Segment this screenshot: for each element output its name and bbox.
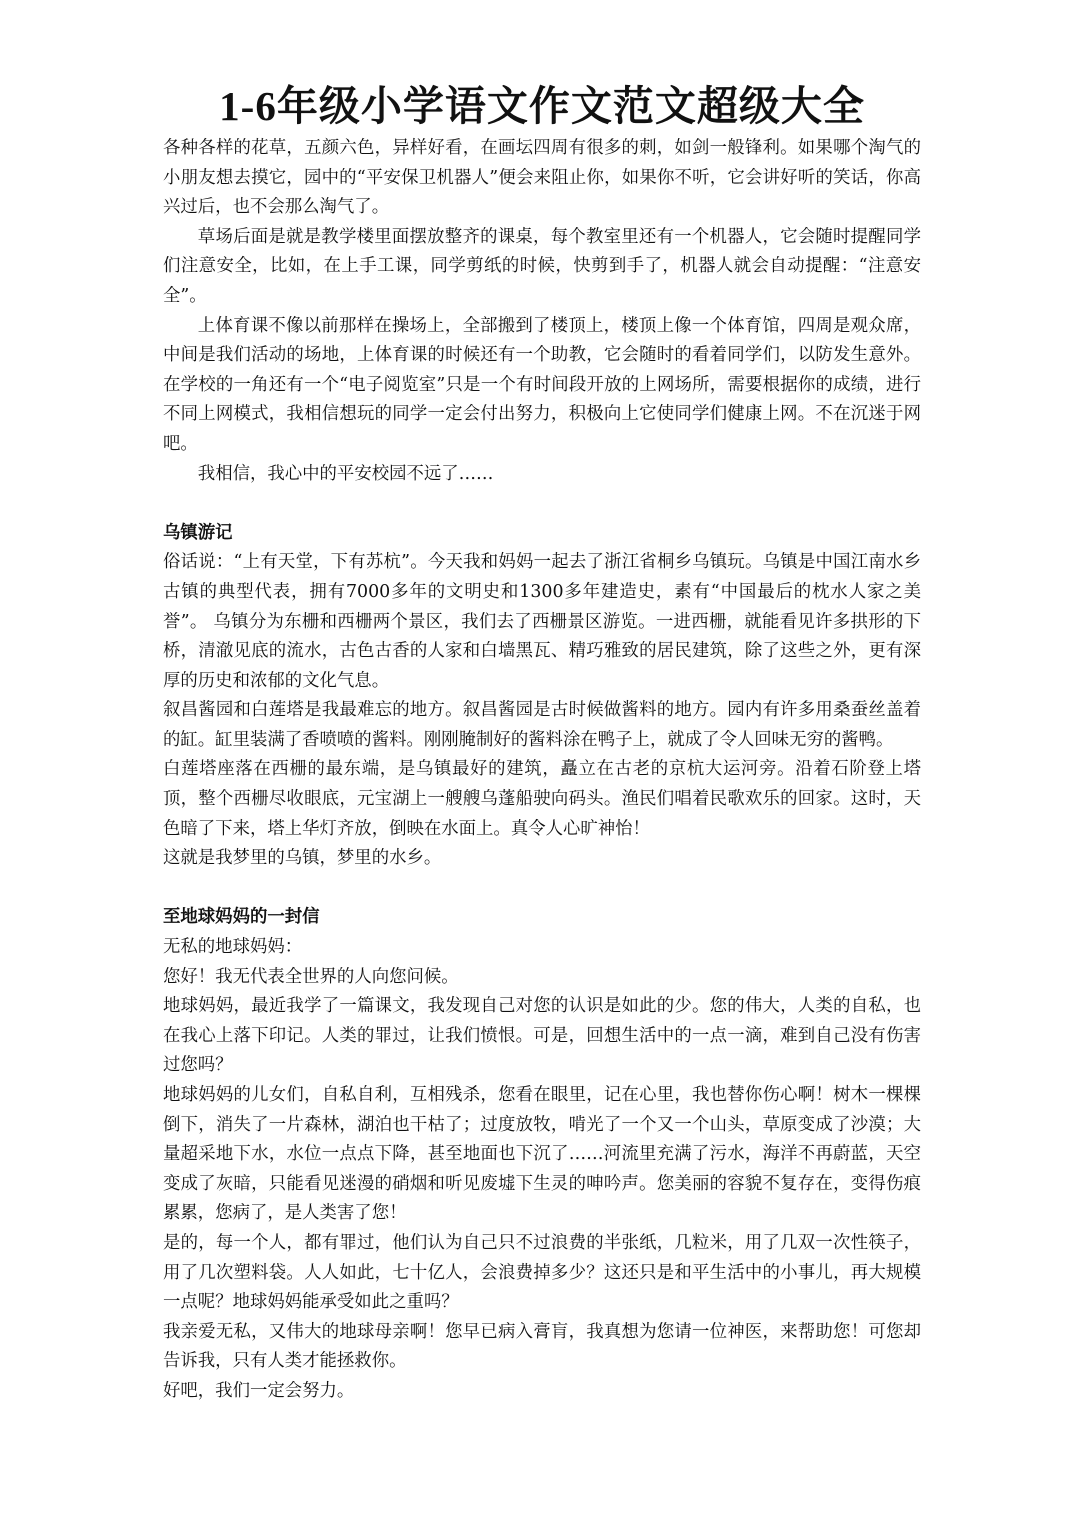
document-page [163,78,921,1407]
paragraph: 好吧，我们一定会努力。 [163,1380,355,1401]
section-wuzhen [163,519,921,874]
paragraph: 我亲爱无私，又伟大的地球母亲啊！您早已病入膏肓，我真想为您请一位神医，来帮助您！可您却告诉我，只有人类才能拯救你。 [163,1321,921,1372]
paragraph: 我相信，我心中的平安校园不远了…… [197,463,494,484]
paragraph: 这就是我梦里的乌镇，梦里的水乡。 [163,848,442,869]
paragraph: 草场后面是就是教学楼里面摆放整齐的课桌，每个教室里还有一个机器人，它会随时提醒同学们注意安全，比如，在上手工课，同学剪纸的时候，快剪到手了，机器人就会自动提醒：“注意安全”。 [163,226,921,306]
paragraph: 叙昌酱园和白莲塔是我最难忘的地方。叙昌酱园是古时候做酱料的地方。园内有许多用桑蚕丝盖着的缸。缸里装满了香喷喷的酱料。刚刚腌制好的酱料涂在鸭子上，就成了令人回味无穷的酱鸭。 [163,700,921,750]
paragraph: 您好！我无代表全世界的人向您问候。 [163,966,459,987]
section-heading: 乌镇游记 [163,522,233,543]
paragraph: 地球妈妈，最近我学了一篇课文，我发现自己对您的认识是如此的少。您的伟大，人类的自私，也在我心上落下印记。人类的罪过，让我们愤恨。可是，回想生活中的一点一滴，难到自己没有伤害过您吗？ [163,996,921,1076]
spacer [163,874,921,904]
paragraph: 俗话说：“上有天堂，下有苏杭”。今天我和妈妈一起去了浙江省桐乡乌镇玩。乌镇是中国江南水乡古镇的典型代表，拥有7000多年的文明史和1300多年建造史，素有“中国最后的枕水人家之美誉”。 乌镇分为东栅和西栅两个景区，我们去了西栅景区游览。一进西栅，就能看见许多拱形的下桥，清澈见底的流水，古色古香的人家和白墙黑瓦、精巧雅致的居民建筑，除了这些之外，更有深厚的历史和浓郁的文化气息。 [163,552,921,691]
paragraph: 白莲塔座落在西栅的最东端，是乌镇最好的建筑，矗立在古老的京杭大运河旁。沿着石阶登上塔顶，整个西栅尽收眼底，元宝湖上一艘艘乌蓬船驶向码头。渔民们唱着民歌欢乐的回家。这时，天色暗了下来，塔上华灯齐放，倒映在水面上。真令人心旷神怡！ [163,759,921,839]
section-safe-campus [163,134,921,489]
paragraph: 地球妈妈的儿女们，自私自利，互相残杀，您看在眼里，记在心里，我也替你伤心啊！树木一棵棵倒下，消失了一片森林，湖泊也干枯了；过度放牧，啃光了一个又一个山头，草原变成了沙漠；大量超采地下水，水位一点点下降，甚至地面也下沉了……河流里充满了污水，海洋不再蔚蓝，天空变成了灰暗，只能看见迷漫的硝烟和听见废墟下生灵的呻吟声。您美丽的容貌不复存在，变得伤痕累累，您病了，是人类害了您！ [163,1085,921,1224]
page-title: 1-6年级小学语文作文范文超级大全 [219,83,865,129]
paragraph: 各种各样的花草，五颜六色，异样好看，在画坛四周有很多的刺，如剑一般锋利。如果哪个淘气的小朋友想去摸它，园中的“平安保卫机器人”便会来阻止你，如果你不听，它会讲好听的笑话，你高兴过后，也不会那么淘气了。 [163,138,921,218]
letter-salutation: 无私的地球妈妈： [163,937,303,958]
paragraph: 上体育课不像以前那样在操场上，全部搬到了楼顶上，楼顶上像一个体育馆，四周是观众席，中间是我们活动的场地，上体育课的时候还有一个助教，它会随时的看着同学们，以防发生意外。在学校的一角还有一个“电子阅览室”只是一个有时间段开放的上网场所，需要根据你的成绩，进行不同上网模式，我相信想玩的同学一定会付出努力，积极向上它使同学们健康上网。不在沉迷于网吧。 [163,315,921,454]
spacer [163,489,921,519]
section-earth-letter [163,903,921,1406]
paragraph: 是的，每一个人，都有罪过，他们认为自己只不过浪费的半张纸，几粒米，用了几双一次性筷子，用了几次塑料袋。人人如此，七十亿人，会浪费掉多少？这还只是和平生活中的小事儿，再大规模一点呢？地球妈妈能承受如此之重吗？ [163,1232,921,1313]
section-heading: 至地球妈妈的一封信 [163,907,320,928]
